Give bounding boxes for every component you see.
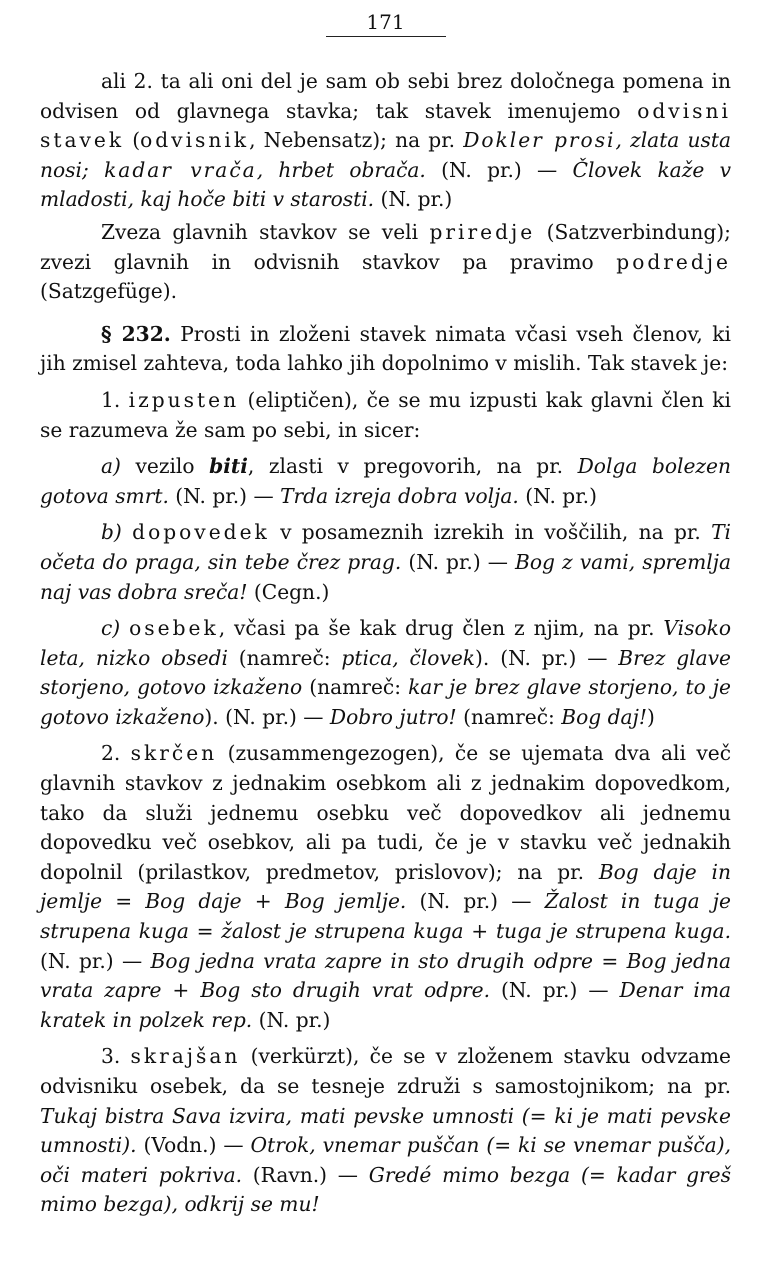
subitem-label: c) [101, 616, 121, 641]
text: (namreč: [227, 645, 342, 670]
text: (Satzgefüge). [40, 279, 177, 304]
source-citation: ). (N. pr.) — [475, 645, 619, 670]
example-text: kadar vrača [104, 157, 257, 182]
subitem-label: a) [101, 454, 121, 479]
example-text: Dobro jutro! [329, 704, 457, 729]
term-odvisnik: odvisnik [140, 128, 250, 153]
item-number: 2. [101, 741, 131, 766]
term-dopovedek: dopovedek [132, 520, 270, 545]
source-citation: (Vodn.) — [136, 1133, 251, 1158]
subitem-label: b) [101, 520, 122, 545]
text: v posameznih izrekih in voščilih, na pr. [269, 520, 712, 545]
paragraph-priredje-podredje [40, 218, 731, 307]
example-text: Človek kaže v mladosti, kaj hoče biti v starosti. [40, 157, 731, 212]
term-skrajsan: skrajšan [130, 1044, 241, 1069]
text: (eliptičen), če se mu izpusti kak glavni člen ki se razumeva že sam po sebi, in sicer: [40, 387, 732, 442]
source-citation: (N. pr.) [374, 187, 453, 212]
subitem-a [40, 452, 731, 511]
source-citation: (N. pr.) — [401, 549, 516, 574]
term-izpusten: izpusten [128, 387, 240, 412]
text: (zusammengezogen), če se ujemata dva ali več glavnih stavkov z jednakim osebkom ali z jednakim dopovedkom, tako da služi jednemu osebku več dopovedkov ali jednemu dopovedku več osebkov, ali pa tudi, če je v stavku več jednakih dopolnil (prilastkov, predmetov, prislovov); na pr. [40, 741, 731, 884]
text: ali 2. ta ali oni del je sam ob sebi brez določnega pomena in odvisen od glavnega stavka; tak stavek imenujemo [40, 69, 731, 123]
example-text: Dolga bolezen gotova smrt. [40, 454, 732, 508]
example-text: Gredé mimo bezga (= kadar greš mimo bezga), odkrij se mu! [40, 1162, 731, 1217]
example-text: Žalost in tuga je strupena kuga = žalost je strupena kuga + tuga je strupena kuga. [40, 889, 732, 944]
text: Zveza glavnih stavkov se veli [101, 219, 430, 244]
text: Prosti in zloženi stavek nimata včasi vseh členov, ki jih zmisel zahteva, toda lahko jih dopolnimo v mislih. Tak stavek je: [40, 321, 731, 376]
text: ( [124, 128, 141, 153]
text: (Satzverbindung); zvezi glavnih in odvisnih stavkov pa pravimo [40, 219, 731, 274]
item-skrajsan [40, 1042, 731, 1220]
example-text: Bog jedna vrata zapre in sto drugih odpre = Bog jedna vrata zapre + Bog sto drugih vrat odpre. [40, 948, 731, 1003]
term-biti: biti [209, 454, 248, 479]
example-text: Visoko leta, nizko obsedi [40, 616, 732, 670]
source-citation: (Cegn.) [247, 579, 330, 604]
term-priredje: priredje [429, 219, 536, 244]
section-232 [40, 320, 731, 379]
example-text: Trda izreja dobra volja. [280, 483, 519, 508]
text: vezilo [120, 454, 210, 479]
term-osebek: osebek [129, 616, 219, 641]
text: (namreč: [302, 675, 409, 700]
example-text: kar je brez glave storjeno, to je gotovo izkaženo [40, 675, 732, 729]
paragraph-odvisni-stavek [40, 67, 731, 215]
subitem-c [40, 614, 731, 732]
source-citation: (N. pr.) — [40, 948, 151, 973]
source-citation: (N. pr.) [252, 1007, 331, 1032]
example-text: Tukaj bistra Sava izvira, mati pevske umnosti (= ki je mati pevske umnosti). [40, 1103, 731, 1158]
page-number: 171 [326, 0, 446, 37]
example-text: ptica, človek [341, 645, 476, 670]
item-izpusten [40, 386, 731, 445]
text: , zlasti v pregovorih, na pr. [247, 454, 578, 479]
example-text: Brez glave storjeno, gotovo izkaženo [40, 645, 731, 700]
text [120, 616, 129, 640]
term-odvisni-stavek: odvisni stavek [40, 98, 731, 153]
text: (verkürzt), če se v zloženem stavku odvzame odvisniku osebek, da se tesneje združi s samostojnikom; na pr. [40, 1044, 731, 1098]
text: ) [646, 704, 655, 729]
example-text: Otrok, vnemar puščan (= ki se vnemar pušča), oči materi pokriva. [40, 1133, 731, 1187]
text: , včasi pa še kak drug člen z njim, na pr. [218, 616, 664, 641]
text [122, 520, 132, 544]
subitem-b [40, 518, 731, 607]
source-citation: (Ravn.) — [242, 1162, 369, 1187]
section-heading: § 232. [101, 321, 171, 346]
example-text: Dokler prosi [463, 128, 616, 153]
source-citation: (N. pr.) — [406, 889, 545, 914]
example-text: , hrbet obrača. [256, 157, 426, 182]
source-citation: (N. pr.) [518, 483, 597, 508]
source-citation: ). (N. pr.) — [204, 704, 330, 729]
source-citation: (N. pr.) — [490, 978, 620, 1003]
example-text: , zlata usta nosi; [40, 128, 731, 182]
example-text: Denar ima kratek in polzek rep. [40, 978, 731, 1032]
text: , Nebensatz); na pr. [249, 128, 464, 153]
text: (namreč: [456, 704, 562, 729]
example-text: Bog z vami, spremlja naj vas dobra sreča! [40, 549, 731, 604]
example-text: Bog daje in jemlje = Bog daje + Bog jemlje. [40, 859, 731, 914]
source-citation: (N. pr.) — [168, 483, 281, 508]
term-podredje: podredje [616, 249, 731, 274]
item-skrcen [40, 739, 731, 1035]
example-text: Ti očeta do praga, sin tebe črez prag. [40, 520, 731, 574]
item-number: 3. [101, 1044, 131, 1069]
term-skrcen: skrčen [130, 741, 218, 766]
source-citation: (N. pr.) — [425, 157, 573, 182]
example-text: Bog daj! [561, 704, 647, 729]
item-number: 1. [101, 387, 129, 412]
